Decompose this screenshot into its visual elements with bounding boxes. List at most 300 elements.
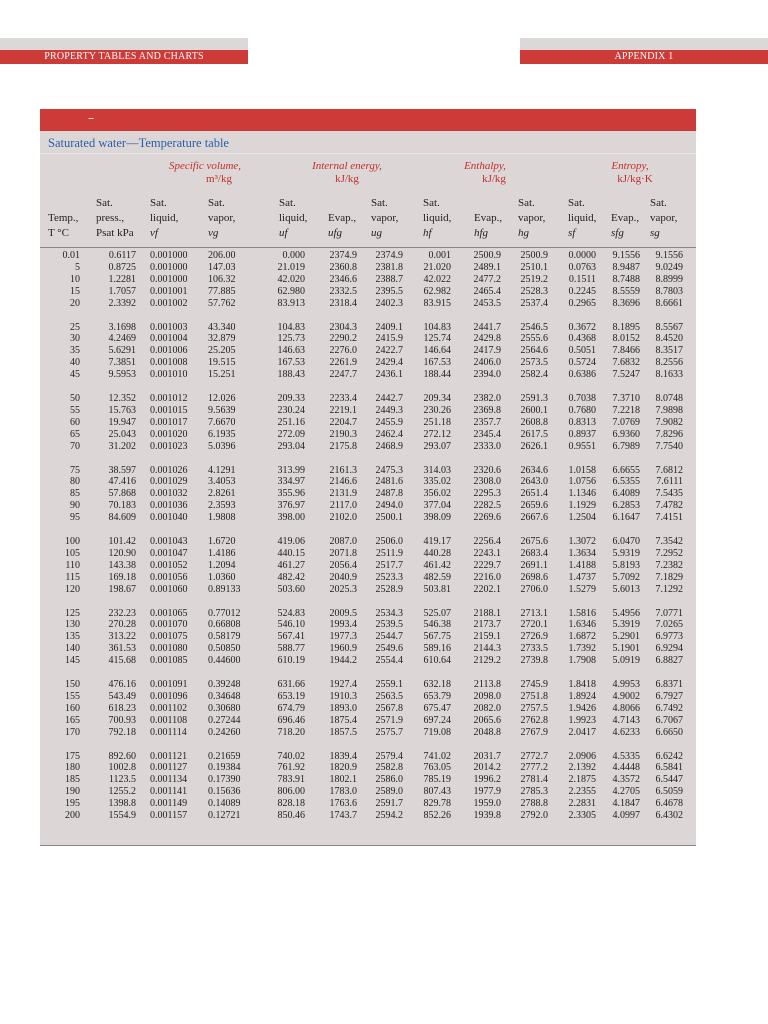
cell-ufg: 1893.0 [329,702,357,714]
cell-temp: 25 [70,321,80,333]
cell-sf: 1.7908 [568,655,596,667]
cell-sf: 1.3634 [568,547,596,559]
cell-hfg: 2453.5 [473,297,501,309]
cell-sfg: 4.1847 [612,798,640,810]
cell-vf: 0.001070 [150,619,188,631]
table-title: Saturated water—Temperature table [48,136,229,150]
cell-temp: 5 [75,261,80,273]
cell-vg: 0.39248 [208,679,241,690]
cell-sg: 7.2382 [655,559,683,571]
cell-temp: 55 [70,404,80,416]
cell-psat: 1.2281 [108,273,136,285]
cell-uf: 167.53 [277,357,305,369]
cell-hfg: 2320.6 [473,464,501,476]
col-header-hf-line3: hf [423,227,432,239]
cell-temp: 60 [70,416,80,428]
cell-hfg: 2014.2 [473,762,501,774]
cell-sf: 1.0158 [568,464,596,476]
cell-uf: 503.60 [277,583,305,595]
cell-vf: 0.001008 [150,357,188,369]
cell-hg: 2713.1 [520,607,548,619]
cell-ufg: 1993.4 [329,619,357,631]
cell-vf: 0.001102 [150,702,188,714]
cell-hfg: 2394.0 [473,369,501,381]
cell-psat: 313.22 [108,631,136,643]
cell-sfg: 7.2218 [612,404,640,416]
cell-temp: 115 [65,571,80,583]
cell-sg: 7.4151 [655,512,683,524]
header-left-bar [0,38,248,50]
cell-temp: 135 [65,631,80,643]
cell-hfg: 2500.9 [473,250,501,261]
cell-hg: 2781.4 [520,774,548,786]
cell-ufg: 2040.9 [329,571,357,583]
cell-hg: 2564.6 [520,345,548,357]
cell-sfg: 5.2901 [612,631,640,643]
col-header-ufg-line3: ufg [328,227,343,239]
cell-vg: 4.1291 [208,464,236,476]
cell-hfg: 2269.6 [473,512,501,524]
cell-hg: 2762.8 [520,714,548,726]
cell-vf: 0.001029 [150,476,188,488]
cell-ufg: 2087.0 [329,536,357,547]
cell-hf: 21.020 [423,261,451,273]
cell-psat: 476.16 [108,679,136,690]
cell-sf: 0.5724 [568,357,596,369]
cell-sfg: 4.9953 [612,679,640,690]
cell-temp: 70 [70,440,80,452]
col-header-vg-line1: Sat. [208,197,225,209]
cell-sf: 0.1511 [568,273,596,285]
cell-sfg: 4.3572 [612,774,640,786]
cell-vf: 0.001006 [150,345,188,357]
cell-temp: 30 [70,333,80,345]
cell-sf: 0.7038 [568,393,596,404]
cell-uf: 718.20 [277,726,305,738]
cell-uf: 761.92 [277,762,305,774]
col-header-vf-line2: liquid, [150,212,179,224]
cell-vg: 3.4053 [208,476,236,488]
cell-sf: 1.5816 [568,607,596,619]
cell-vf: 0.001000 [150,250,188,261]
cell-sg: 7.0771 [655,607,683,619]
cell-sf: 0.8313 [568,416,596,428]
cell-vf: 0.001127 [150,762,188,774]
cell-psat: 9.5953 [108,369,136,381]
cell-ufg: 1743.7 [329,810,357,821]
cell-ug: 2395.5 [375,285,403,297]
col-header-sg-line3: sg [650,227,660,239]
cell-hf: 440.28 [423,547,451,559]
cell-sf: 2.0906 [568,750,596,762]
cell-ug: 2494.0 [375,500,403,512]
col-header-vf-line1: Sat. [150,197,167,209]
cell-sg: 6.4302 [655,810,683,821]
cell-ufg: 1910.3 [329,690,357,702]
cell-sf: 1.3072 [568,536,596,547]
cell-vg: 2.8261 [208,488,236,500]
col-header-ufg-line2: Evap., [328,212,357,224]
cell-sfg: 8.0152 [612,333,640,345]
cell-temp: 85 [70,488,80,500]
cell-vg: 0.44600 [208,655,241,667]
cell-sfg: 6.9360 [612,428,640,440]
cell-sfg: 4.4448 [612,762,640,774]
cell-sf: 0.5051 [568,345,596,357]
cell-uf: 740.02 [277,750,305,762]
cell-hf: 653.79 [423,690,451,702]
cell-vg: 0.17390 [208,774,241,786]
cell-psat: 84.609 [108,512,136,524]
cell-ug: 2449.3 [375,404,403,416]
cell-sg: 6.5841 [655,762,683,774]
cell-vg: 0.21659 [208,750,241,762]
group-internal-energy-unit: kJ/kg [335,173,359,185]
cell-temp: 90 [70,500,80,512]
col-header-sf-line1: Sat. [568,197,585,209]
title-divider [40,153,696,154]
cell-hfg: 2489.1 [473,261,501,273]
cell-ufg: 2233.4 [329,393,357,404]
cell-sg: 7.9898 [655,404,683,416]
cell-uf: 419.06 [277,536,305,547]
cell-hfg: 2429.8 [473,333,501,345]
cell-hg: 2651.4 [520,488,548,500]
cell-hfg: 2441.7 [473,321,501,333]
cell-hf: 293.07 [423,440,451,452]
cell-hfg: 2282.5 [473,500,501,512]
cell-psat: 543.49 [108,690,136,702]
cell-ug: 2571.9 [375,714,403,726]
cell-uf: 251.16 [277,416,305,428]
cell-sf: 1.4188 [568,559,596,571]
cell-vf: 0.001032 [150,488,188,500]
cell-sg: 6.7492 [655,702,683,714]
cell-hf: 741.02 [423,750,451,762]
cell-hfg: 2159.1 [473,631,501,643]
cell-ufg: 1820.9 [329,762,357,774]
cell-psat: 415.68 [108,655,136,667]
cell-vg: 0.89133 [208,583,241,595]
cell-sg: 7.5435 [655,488,683,500]
cell-hf: 377.04 [423,500,451,512]
cell-sf: 0.0763 [568,261,596,273]
cell-sfg: 6.7989 [612,440,640,452]
cell-sf: 2.1875 [568,774,596,786]
cell-hf: 785.19 [423,774,451,786]
cell-sg: 8.1633 [655,369,683,381]
cell-vf: 0.001017 [150,416,188,428]
cell-temp: 125 [65,607,80,619]
cell-vg: 77.885 [208,285,236,297]
cell-hf: 675.47 [423,702,451,714]
cell-ug: 2567.8 [375,702,403,714]
cell-psat: 1002.8 [108,762,136,774]
cell-uf: 631.66 [277,679,305,690]
cell-temp: 160 [65,702,80,714]
cell-vf: 0.001004 [150,333,188,345]
cell-uf: 21.019 [277,261,305,273]
cell-ug: 2487.8 [375,488,403,500]
cell-sg: 8.7803 [655,285,683,297]
cell-psat: 361.53 [108,643,136,655]
cell-ufg: 2374.9 [329,250,357,261]
cell-hf: 167.53 [423,357,451,369]
cell-ug: 2381.8 [375,261,403,273]
cell-sfg: 4.8066 [612,702,640,714]
group-internal-energy-name: Internal energy, [312,160,382,172]
cell-ug: 2591.7 [375,798,403,810]
cell-temp: 20 [70,297,80,309]
cell-uf: 653.19 [277,690,305,702]
cell-ug: 2582.8 [375,762,403,774]
cell-psat: 120.90 [108,547,136,559]
cell-temp: 200 [65,810,80,821]
cell-uf: 806.00 [277,786,305,798]
cell-psat: 70.183 [108,500,136,512]
cell-sf: 1.6872 [568,631,596,643]
cell-uf: 42.020 [277,273,305,285]
cell-sfg: 7.5247 [612,369,640,381]
cell-vf: 0.001010 [150,369,188,381]
cell-sg: 8.8999 [655,273,683,285]
cell-temp: 165 [65,714,80,726]
col-header-hg-line1: Sat. [518,197,535,209]
cell-vf: 0.001000 [150,261,188,273]
cell-uf: 272.09 [277,428,305,440]
cell-hf: 314.03 [423,464,451,476]
cell-hf: 230.26 [423,404,451,416]
cell-hf: 335.02 [423,476,451,488]
cell-psat: 270.28 [108,619,136,631]
cell-ufg: 1763.6 [329,798,357,810]
cell-ufg: 2190.3 [329,428,357,440]
cell-uf: 188.43 [277,369,305,381]
cell-ufg: 1839.4 [329,750,357,762]
cell-sg: 7.6812 [655,464,683,476]
cell-vg: 0.14089 [208,798,241,810]
cell-hg: 2675.6 [520,536,548,547]
cell-ufg: 2360.8 [329,261,357,273]
cell-hg: 2519.2 [520,273,548,285]
cell-vg: 1.9808 [208,512,236,524]
cell-hf: 272.12 [423,428,451,440]
cell-hf: 852.26 [423,810,451,821]
cell-sg: 7.6111 [656,476,683,488]
cell-sg: 9.0249 [655,261,683,273]
cell-uf: 783.91 [277,774,305,786]
cell-sf: 1.1929 [568,500,596,512]
cell-vf: 0.001108 [150,714,188,726]
cell-vf: 0.001047 [150,547,188,559]
cell-temp: 140 [65,643,80,655]
cell-hf: 125.74 [423,333,451,345]
cell-sfg: 8.3696 [612,297,640,309]
col-header-sg-line1: Sat. [650,197,667,209]
cell-ufg: 2056.4 [329,559,357,571]
col-header-hfg-line3: hfg [474,227,489,239]
cell-vf: 0.001121 [150,750,188,762]
cell-sf: 1.8418 [568,679,596,690]
cell-vg: 19.515 [208,357,236,369]
cell-hg: 2788.8 [520,798,548,810]
cell-psat: 19.947 [108,416,136,428]
cell-hf: 419.17 [423,536,451,547]
cell-uf: 610.19 [277,655,305,667]
cell-psat: 3.1698 [108,321,136,333]
cell-hf: 829.78 [423,798,451,810]
cell-hg: 2739.8 [520,655,548,667]
cell-hf: 104.83 [423,321,451,333]
cell-vg: 1.4186 [208,547,236,559]
cell-hfg: 2417.9 [473,345,501,357]
cell-hg: 2691.1 [520,559,548,571]
cell-sfg: 7.8466 [612,345,640,357]
cell-ug: 2589.0 [375,786,403,798]
cell-sfg: 4.6233 [612,726,640,738]
cell-sg: 6.5447 [655,774,683,786]
cell-hfg: 2243.1 [473,547,501,559]
cell-hg: 2617.5 [520,428,548,440]
cell-vf: 0.001075 [150,631,188,643]
cell-sf: 1.8924 [568,690,596,702]
cell-sf: 1.5279 [568,583,596,595]
cell-psat: 5.6291 [108,345,136,357]
cell-sg: 6.8371 [655,679,683,690]
cell-sf: 2.1392 [568,762,596,774]
cell-hf: 807.43 [423,786,451,798]
cell-vf: 0.001043 [150,536,188,547]
cell-ug: 2528.9 [375,583,403,595]
group-specific-volume [150,160,260,186]
cell-uf: 828.18 [277,798,305,810]
cell-hg: 2683.4 [520,547,548,559]
cell-sfg: 6.6655 [612,464,640,476]
cell-vg: 2.3593 [208,500,236,512]
cell-sfg: 4.9002 [612,690,640,702]
group-enthalpy-unit: kJ/kg [482,173,506,185]
table-banner [40,109,696,131]
cell-ufg: 1944.2 [329,655,357,667]
cell-ug: 2539.5 [375,619,403,631]
cell-sg: 8.4520 [655,333,683,345]
cell-ug: 2402.3 [375,297,403,309]
cell-ufg: 2304.3 [329,321,357,333]
cell-hg: 2643.0 [520,476,548,488]
cell-temp: 195 [65,798,80,810]
cell-hf: 525.07 [423,607,451,619]
cell-ug: 2549.6 [375,643,403,655]
cell-temp: 110 [65,559,80,571]
cell-vf: 0.001002 [150,297,188,309]
cell-temp: 95 [70,512,80,524]
cell-hfg: 2333.0 [473,440,501,452]
cell-vf: 0.001023 [150,440,188,452]
cell-hg: 2659.6 [520,500,548,512]
cell-hfg: 2406.0 [473,357,501,369]
cell-temp: 175 [65,750,80,762]
cell-hg: 2591.3 [520,393,548,404]
cell-temp: 50 [70,393,80,404]
cell-sg: 8.2556 [655,357,683,369]
group-enthalpy-name: Enthalpy, [464,160,506,172]
cell-vf: 0.001003 [150,321,188,333]
cell-ufg: 2318.4 [329,297,357,309]
cell-sfg: 4.2705 [612,786,640,798]
cell-ug: 2586.0 [375,774,403,786]
cell-sfg: 6.2853 [612,500,640,512]
cell-sfg: 8.5559 [612,285,640,297]
banner-dash: – [88,111,94,125]
cell-hfg: 2256.4 [473,536,501,547]
cell-temp: 35 [70,345,80,357]
cell-hfg: 2113.8 [473,679,501,690]
cell-ug: 2462.4 [375,428,403,440]
cell-sg: 6.9294 [655,643,683,655]
cell-vg: 0.58179 [208,631,241,643]
cell-sf: 1.9426 [568,702,596,714]
col-header-hg-line3: hg [518,227,529,239]
cell-hg: 2745.9 [520,679,548,690]
header-rule [40,247,696,248]
cell-hfg: 2216.0 [473,571,501,583]
cell-vg: 206.00 [208,250,236,261]
cell-hf: 62.982 [423,285,451,297]
cell-ufg: 1875.4 [329,714,357,726]
cell-uf: 567.41 [277,631,305,643]
cell-hf: 632.18 [423,679,451,690]
group-enthalpy [440,160,530,186]
cell-hf: 589.16 [423,643,451,655]
cell-hfg: 2048.8 [473,726,501,738]
cell-vf: 0.001012 [150,393,188,404]
cell-sf: 1.7392 [568,643,596,655]
cell-hfg: 2477.2 [473,273,501,285]
cell-sg: 7.8296 [655,428,683,440]
cell-temp: 150 [65,679,80,690]
cell-ug: 2475.3 [375,464,403,476]
cell-uf: 696.46 [277,714,305,726]
cell-vg: 43.340 [208,321,236,333]
cell-temp: 180 [65,762,80,774]
header-right-bar [520,38,768,50]
cell-temp: 185 [65,774,80,786]
cell-hf: 356.02 [423,488,451,500]
cell-ufg: 2332.5 [329,285,357,297]
cell-psat: 47.416 [108,476,136,488]
cell-ufg: 1927.4 [329,679,357,690]
col-header-sf-line3: sf [568,227,576,239]
cell-vg: 106.32 [208,273,236,285]
cell-sf: 0.0000 [568,250,596,261]
cell-hfg: 2308.0 [473,476,501,488]
cell-sg: 8.6661 [655,297,683,309]
cell-uf: 125.73 [277,333,305,345]
cell-ufg: 1960.9 [329,643,357,655]
cell-sfg: 7.6832 [612,357,640,369]
cell-vf: 0.001015 [150,404,188,416]
cell-uf: 524.83 [277,607,305,619]
cell-vf: 0.001085 [150,655,188,667]
cell-ufg: 2009.5 [329,607,357,619]
cell-vg: 0.15636 [208,786,241,798]
cell-hg: 2546.5 [520,321,548,333]
cell-ufg: 2071.8 [329,547,357,559]
cell-sf: 1.4737 [568,571,596,583]
cell-vf: 0.001141 [150,786,188,798]
cell-hg: 2600.1 [520,404,548,416]
cell-ufg: 2117.0 [329,500,357,512]
